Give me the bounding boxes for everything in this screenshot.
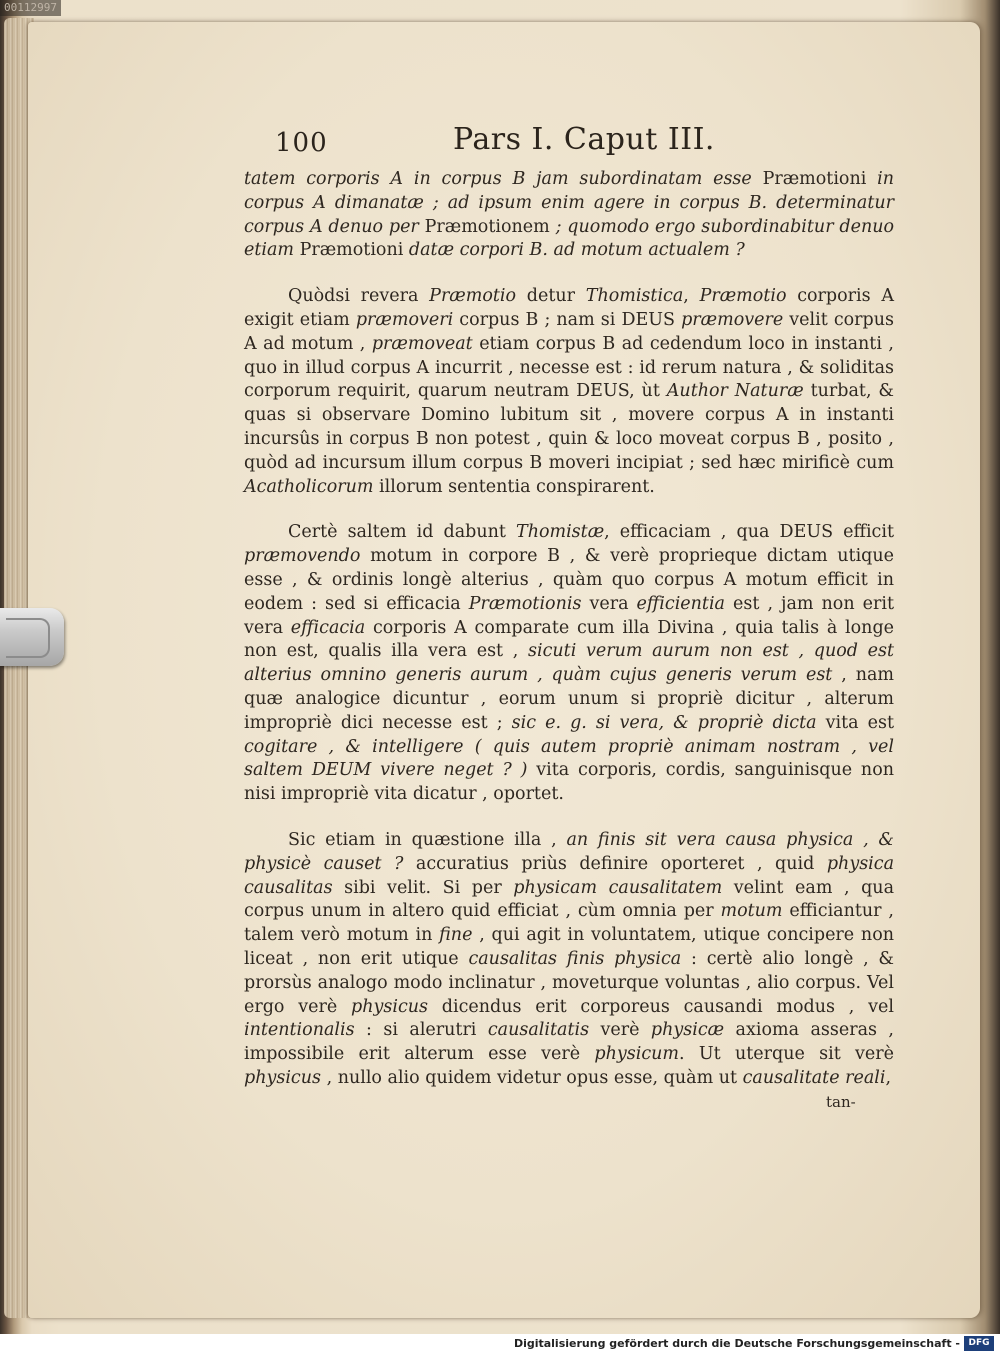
paragraph-2: Quòdsi revera Præmotio detur Thomistica, Præmotio corporis A exigit etiam præmoveri corpus B ; nam si DEUS præmovere velit corpus A ad motum , præmoveat etiam corpus B ad cedendum loco in instanti , quo in illud corpus A incurrit , necesse est : id rerum natura , & soliditas corporum requirit, quarum neutram DEUS, ùt Author Naturæ turbat, & quas si observare Domino lubitum sit , movere corpus A in instanti incursûs in corpus B non potest , quin & loco moveat corpus B , posito , quòd ad incursum illum corpus B moveri incipiat ; sed hæc mirificè cum Acatholicorum illorum sententia conspirarent. [244,286,894,497]
page-header [275,122,715,166]
body-text [244,168,894,1091]
catchword: tan- [826,1093,856,1111]
digitization-footer [0,1334,1000,1354]
paragraph-1: tatem corporis A in corpus B jam subordinatam esse Præmotioni in corpus A dimanatæ ; ad ipsum enim agere in corpus B. determinatur corpus A denuo per Præmotionem ; quomodo ergo subordinabitur denuo etiam Præmotioni datæ corpori B. ad motum actualem ? [244,169,895,261]
page-clip [0,608,64,666]
running-title: Pars I. Caput III. [453,122,715,157]
dfg-logo: DFG [964,1336,994,1351]
paragraph-4: Sic etiam in quæstione illa , an finis sit vera causa physica , & physicè causet ? accuratius priùs definire oporteret , quid physica causalitas sibi velit. Si per physicam causalitatem velint eam , qua corpus unum in altero quid efficiat , cùm omnia per motum efficiantur , talem verò motum in fine , qui agit in voluntatem, utique concipere non liceat , non erit utique causalitas finis physica : certè alio longè , & prorsùs analogo modo inclinatur , moveturque voluntas , alio corpus. Vel ergo verè physicus dicendus erit corporeus causandi modus , vel intentionalis : si alerutri causalitatis verè physicæ axioma asseras , impossibile erit alterum esse verè physicum. Ut uterque sit verè physicus , nullo alio quidem videtur opus esse, quàm ut causalitate reali, [244,829,895,1088]
funding-credit: Digitalisierung gefördert durch die Deutsche Forschungsgemeinschaft - [513,1337,960,1350]
page-number: 100 [275,128,328,158]
scan-id-stamp: 00112997 [0,0,61,16]
paragraph-3: Certè saltem id dabunt Thomistæ, efficaciam , qua DEUS efficit præmovendo motum in corpore B , & verè proprieque dictam utique esse , & ordinis longè alterius , quàm quo corpus A motum efficit in eodem : sed si efficacia Præmotionis vera efficientia est , jam non erit vera efficacia corporis A comparate cum illa Divina , quia talis à longe non est, qualis illa vera est , sicuti verum aurum non est , quod est alterius omnino generis aurum , quàm cujus generis verum est , nam quæ analogice dicuntur , eorum unum si propriè dicitur , alterum impropriè dici necesse est ; sic e. g. si vera, & propriè dicta vita est cogitare , & intelligere ( quis autem propriè animam nostram , vel saltem DEUM vivere neget ? ) vita corporis, cordis, sanguinisque non nisi impropriè vita dicatur , oportet. [244,522,895,805]
